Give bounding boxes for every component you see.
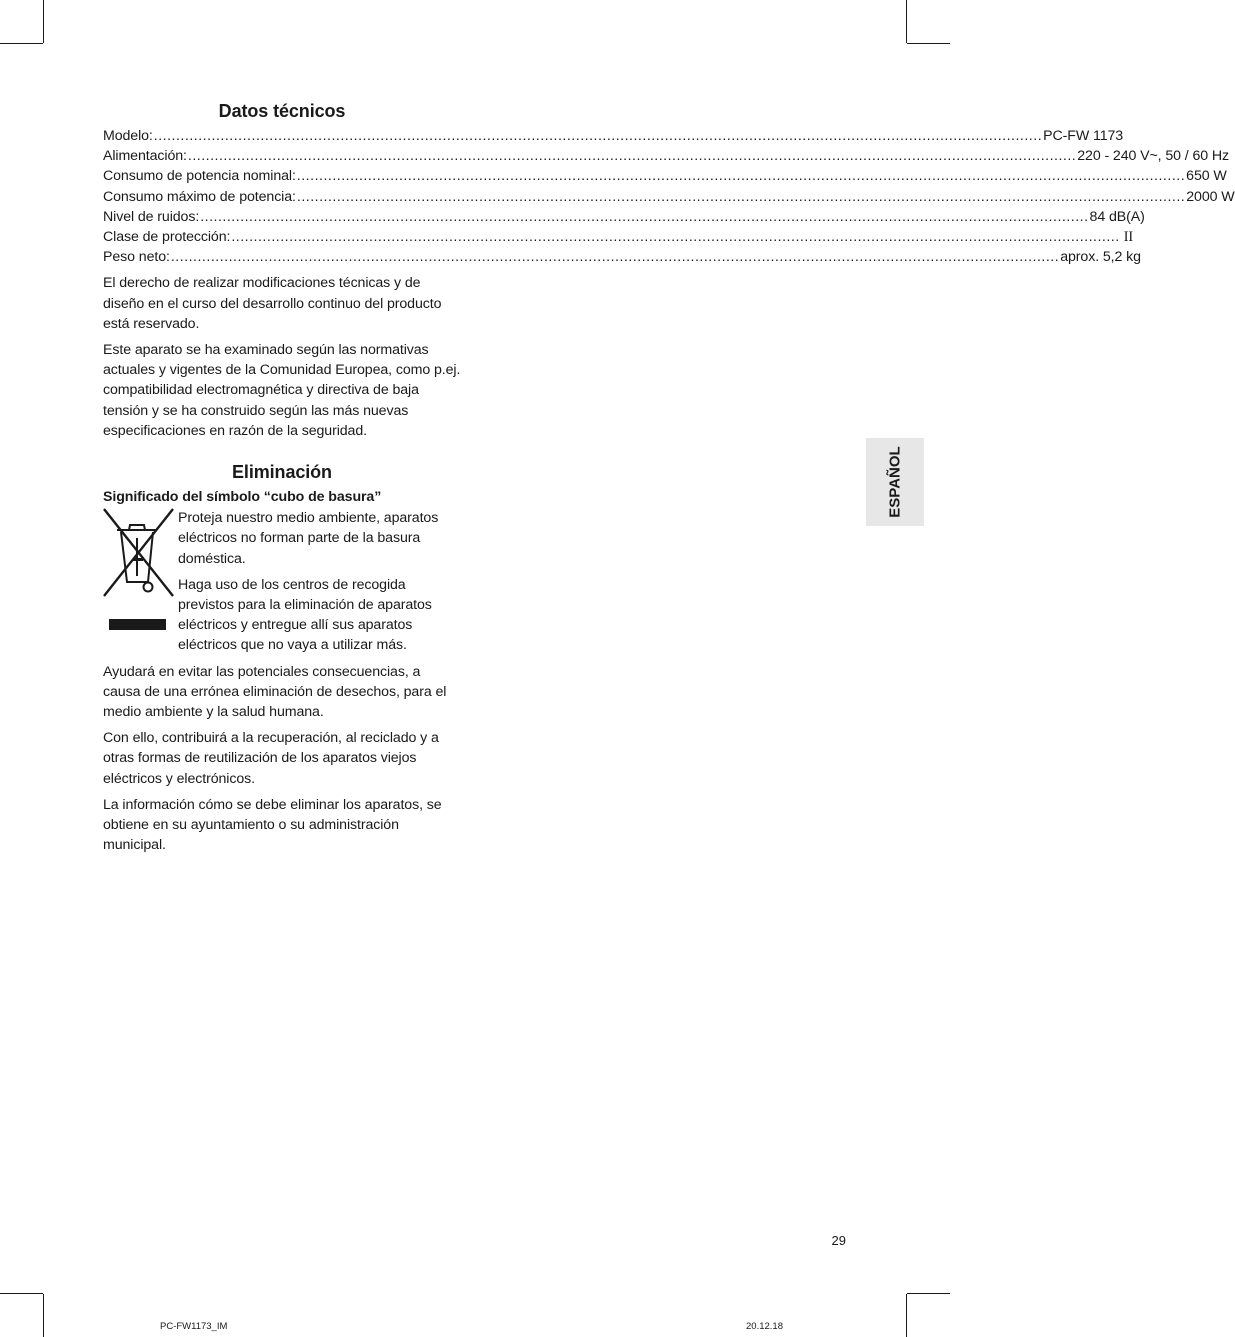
spec-row-max-power xyxy=(103,187,1235,207)
crop-mark xyxy=(906,1294,907,1337)
dot-leader: ........................................................................................................................................................................................................ xyxy=(231,228,1120,245)
crop-mark xyxy=(0,1293,43,1294)
spec-value: II xyxy=(1123,228,1133,245)
language-tab xyxy=(866,438,924,526)
spec-row-protection-class xyxy=(103,227,1133,247)
spec-value: PC-FW 1173 xyxy=(1043,128,1124,144)
crop-mark xyxy=(0,43,43,44)
spec-row-rated-power xyxy=(103,166,1227,186)
spec-value: 2000 W xyxy=(1186,188,1235,205)
spec-label: Peso neto: xyxy=(103,249,170,266)
spec-row-net-weight xyxy=(103,247,1141,267)
crop-mark xyxy=(906,0,907,43)
dot-leader: ........................................................................................................................................................................................................ xyxy=(296,188,1186,205)
spec-label: Clase de protección: xyxy=(103,228,231,245)
symbol-block xyxy=(103,508,461,655)
spec-row-noise-level xyxy=(103,207,1145,227)
footer-date: 20.12.18 xyxy=(746,1321,783,1332)
crop-mark xyxy=(907,43,950,44)
spec-value: 220 - 240 V~, 50 / 60 Hz xyxy=(1077,148,1230,165)
crossed-out-wheelie-bin-icon xyxy=(103,508,178,633)
spec-list xyxy=(103,126,1235,267)
paragraph: Ayudará en evitar las potenciales consecuencias, a causa de una errónea eliminación de desechos, para el medio ambiente y la salud humana. xyxy=(103,663,447,720)
paragraph: Este aparato se ha examinado según las normativas actuales y vigentes de la Comunidad Europea, como p.ej. compatibilidad electromagnética y directiva de baja tensión y se ha construido según las más nuevas especificaciones en razón de la seguridad. xyxy=(103,341,461,439)
spec-label: Consumo de potencia nominal: xyxy=(103,168,296,185)
crop-mark xyxy=(907,1293,950,1294)
disposal-subheading: Significado del símbolo “cubo de basura” xyxy=(103,488,382,505)
technical-data-heading: Datos técnicos xyxy=(218,101,346,121)
spec-value: 84 dB(A) xyxy=(1089,208,1145,225)
language-tab-label: ESPAÑOL xyxy=(886,446,904,518)
spec-label: Consumo máximo de potencia: xyxy=(103,188,296,205)
dot-leader: ........................................................................................................................................................................................................ xyxy=(153,128,1043,144)
paragraph: Haga uso de los centros de recogida previstos para la eliminación de aparatos eléctricos y entregue allí sus aparatos eléctricos que no vaya a utilizar más. xyxy=(178,576,432,654)
technical-data-section xyxy=(103,96,1235,441)
dot-leader: ........................................................................................................................................................................................................ xyxy=(187,148,1077,165)
page-number: 29 xyxy=(831,1233,846,1248)
symbol-text xyxy=(178,508,461,655)
crop-mark xyxy=(43,0,44,43)
crop-mark xyxy=(43,1294,44,1337)
paragraph: El derecho de realizar modificaciones técnicas y de diseño en el curso del desarrollo continuo del producto está reservado. xyxy=(103,275,442,332)
spec-row-power-supply xyxy=(103,146,1230,166)
spec-label: Alimentación: xyxy=(103,148,187,165)
disposal-section xyxy=(103,457,461,855)
spec-value: aprox. 5,2 kg xyxy=(1060,249,1141,266)
dot-leader: ........................................................................................................................................................................................................ xyxy=(296,168,1186,185)
spec-label: Nivel de ruidos: xyxy=(103,208,200,225)
dot-leader: ........................................................................................................................................................................................................ xyxy=(170,249,1060,266)
disposal-heading: Eliminación xyxy=(232,461,332,482)
spec-value: 650 W xyxy=(1186,168,1227,185)
paragraph: Con ello, contribuirá a la recuperación, al reciclado y a otras formas de reutilización de los aparatos viejos eléctricos y electrónicos. xyxy=(103,730,439,787)
dot-leader: ........................................................................................................................................................................................................ xyxy=(200,208,1089,225)
paragraph: Proteja nuestro medio ambiente, aparatos eléctricos no forman parte de la basura doméstica. xyxy=(178,510,439,567)
spec-label: Modelo: xyxy=(103,128,153,144)
spec-row-model xyxy=(103,126,1124,146)
footer-document-id: PC-FW1173_IM xyxy=(160,1321,228,1332)
paragraph: La información cómo se debe eliminar los aparatos, se obtiene en su ayuntamiento o su administración municipal. xyxy=(103,796,442,854)
